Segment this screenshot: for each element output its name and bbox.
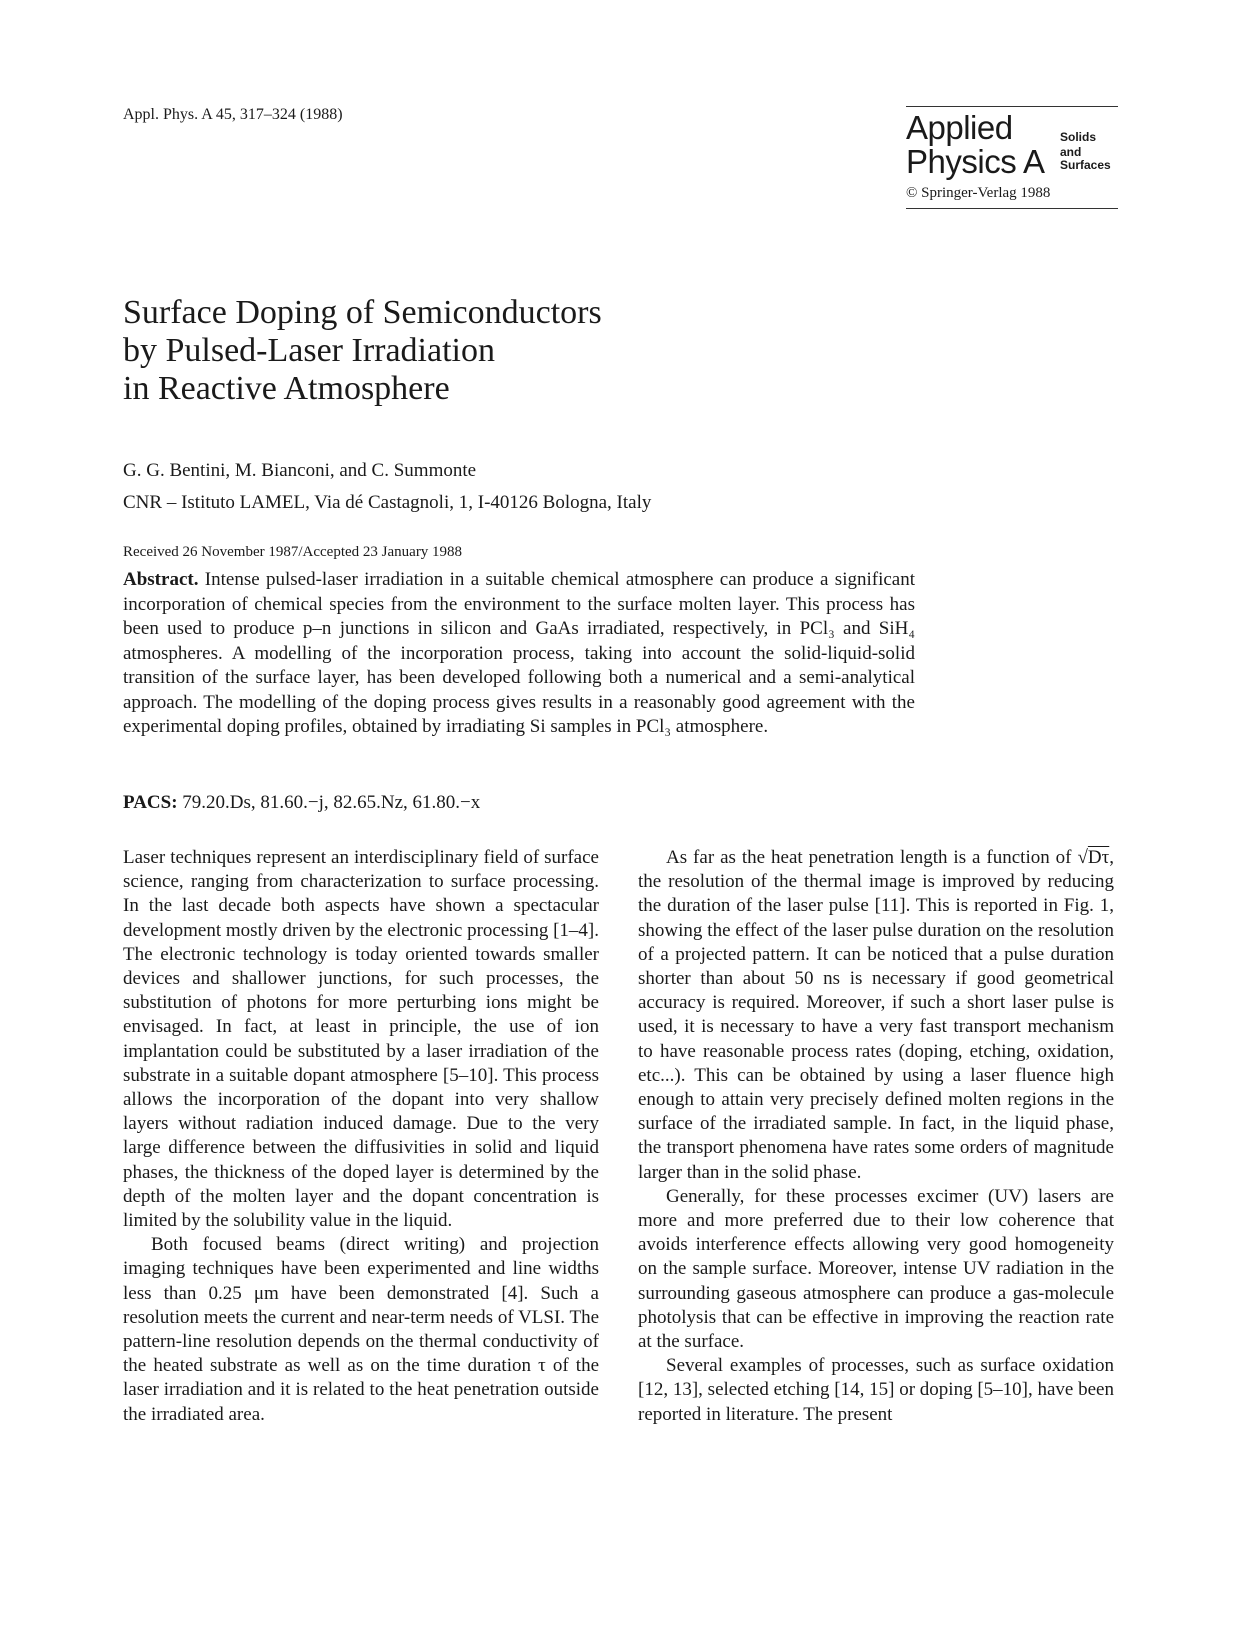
abstract-label: Abstract. — [123, 569, 199, 590]
title-line-3: in Reactive Atmosphere — [123, 370, 450, 407]
abstract — [123, 568, 915, 740]
journal-logo — [906, 111, 1118, 183]
body-paragraph: Laser techniques represent an interdisciplinary field of surface science, ranging from characterization to surface processing. In the last decade both aspects have shown a spectacular development mostly driven by the electronic processing [1–4]. The electronic technology is today oriented towards smaller devices and shallower junctions, for such processes, the substitution of photons for more perturbing ions might be envisaged. In fact, at least in principle, the use of ion implantation could be substituted by a laser irradiation of the substrate in a suitable dopant atmosphere [5–10]. This process allows the incorporation of the dopant into very shallow layers without radiation induced damage. Due to the very large difference between the diffusivities in solid and liquid phases, the thickness of the doped layer is determined by the depth of the molten layer and the dopant concentration is limited by the solubility value in the liquid. — [123, 847, 599, 1232]
body-column-left — [123, 846, 599, 1427]
pacs-codes: 79.20.Ds, 81.60.−j, 82.65.Nz, 61.80.−x — [182, 792, 481, 813]
pacs-label: PACS: — [123, 792, 178, 813]
body-paragraph: Both focused beams (direct writing) and projection imaging techniques have been experimented and line widths less than 0.25 μm have been demonstrated [4]. Such a resolution meets the current and near-term needs of VLSI. The pattern-line resolution depends on the thermal conductivity of the heated substrate as well as on the time duration τ of the laser irradiation and it is related to the heat penetration outside the irradiated area. — [123, 1234, 599, 1425]
journal-subtitle-surfaces: Surfaces — [1060, 158, 1111, 172]
title-line-2: by Pulsed-Laser Irradiation — [123, 332, 495, 369]
sqrt-sign: √ — [1077, 847, 1088, 868]
journal-citation: Appl. Phys. A 45, 317–324 (1988) — [123, 106, 343, 123]
body-paragraph: Generally, for these processes excimer (UV) lasers are more and more preferred due to their low coherence that avoids interference effects allowing very good homogeneity on the sample surface. Moreover, intense UV radiation in the surrounding gaseous atmosphere can produce a gas-molecule photolysis that can be effective in improving the reaction rate at the surface. — [638, 1185, 1114, 1353]
body-column-right — [638, 846, 1114, 1427]
body-paragraph — [638, 846, 1114, 1185]
paragraph-text: As far as the heat penetration length is a function of — [666, 847, 1078, 868]
sqrt-expression: Dτ — [1087, 847, 1110, 868]
journal-name-line1: Applied — [906, 109, 1013, 146]
pacs — [123, 792, 480, 814]
journal-subtitle-and: and — [1060, 145, 1082, 159]
received-date: Received 26 November 1987/Accepted 23 January 1988 — [123, 544, 463, 560]
journal-subtitle-solids: Solids — [1060, 130, 1097, 144]
journal-name-line2: Physics A — [906, 143, 1045, 180]
journal-masthead — [906, 106, 1118, 209]
paragraph-text: , the resolution of the thermal image is improved by reducing the duration of the laser pulse [11]. This is reported in Fig. 1, showing the effect of the laser pulse duration on the resolution of a projected pattern. It can be noticed that a pulse duration shorter than about 50 ns is necessary if good geometrical accuracy is required. Moreover, if such a short laser pulse is used, it is necessary to have a very fast transport mechanism to have reasonable process rates (doping, etching, oxidation, etc...). This can be obtained by using a laser fluence high enough to attain very precisely defined molten regions in the surface of the irradiated sample. In fact, in the liquid phase, the transport phenomena have rates some orders of magnitude larger than in the solid phase. — [638, 847, 1114, 1183]
abstract-text: Intense pulsed-laser irradiation in a suitable chemical atmosphere can produce a significant incorporation of chemical species from the environment to the surface molten layer. This process has been used to produce p–n junctions in silicon and GaAs irradiated, respectively, in PCl₃ and SiH₄ atmospheres. A modelling of the incorporation process, taking into account the solid-liquid-solid transition of the surface layer, has been developed following both a numerical and a semi-analytical approach. The modelling of the doping process gives results in a reasonably good agreement with the experimental doping profiles, obtained by irradiating Si samples in PCl₃ atmosphere. — [123, 569, 916, 737]
authors: G. G. Bentini, M. Bianconi, and C. Summonte — [123, 460, 477, 481]
affiliation: CNR – Istituto LAMEL, Via dé Castagnoli, 1, I-40126 Bologna, Italy — [123, 492, 652, 513]
paper-title — [123, 294, 602, 408]
body-paragraph: Several examples of processes, such as surface oxidation [12, 13], selected etching [14, 15] or doping [5–10], have been reported in literature. The present — [638, 1355, 1114, 1425]
copyright: © Springer-Verlag 1988 — [906, 185, 1051, 201]
title-line-1: Surface Doping of Semiconductors — [123, 294, 602, 331]
